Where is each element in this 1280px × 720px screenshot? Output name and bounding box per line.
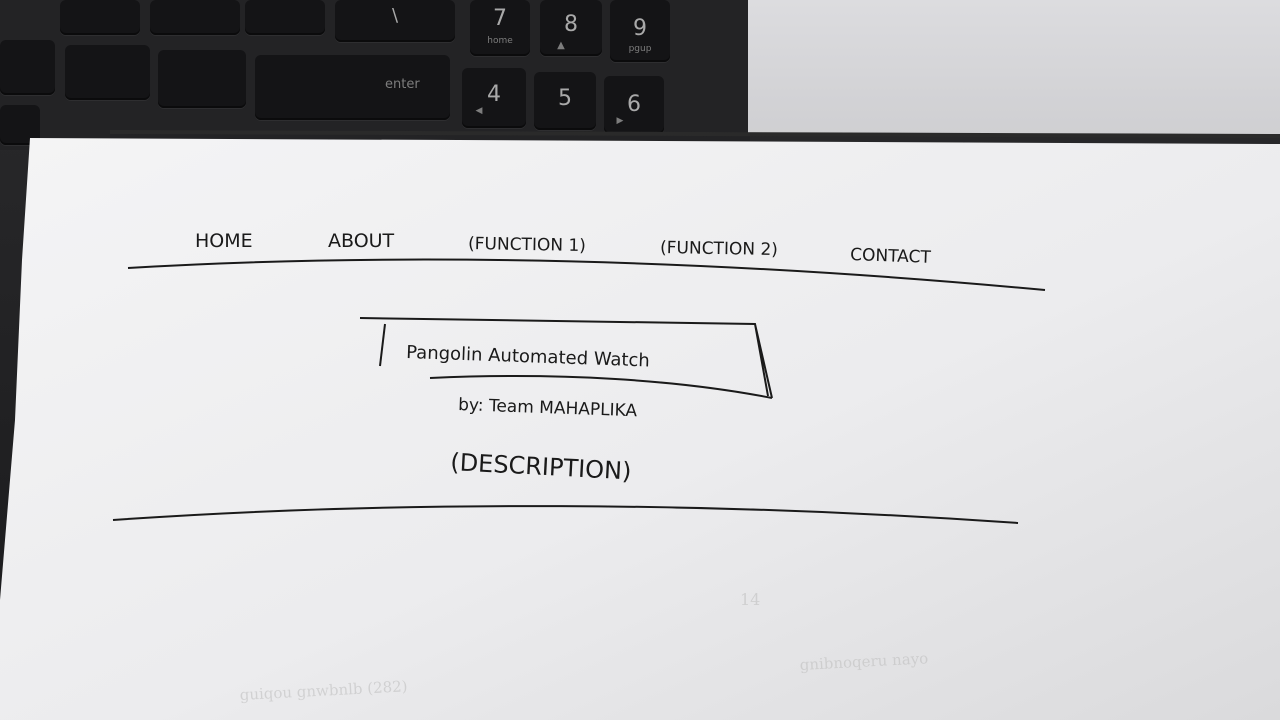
sketch-title: Pangolin Automated Watch (405, 342, 651, 372)
key-label: 8 (564, 12, 578, 37)
key-sublabel: ▶ (616, 116, 624, 126)
show-through-text: 14 (740, 590, 761, 609)
nav-about: ABOUT (328, 230, 395, 252)
show-through-text: gnibnoqeru nayo (799, 649, 929, 674)
key-label: 7 (493, 6, 507, 31)
nav-function-2: (FUNCTION 2) (659, 238, 779, 261)
paper-surface (0, 138, 1280, 720)
nav-function-1: (FUNCTION 1) (467, 234, 587, 257)
nav-contact: CONTACT (849, 245, 932, 268)
key-label: 5 (558, 86, 572, 111)
key-label: 9 (633, 16, 647, 41)
key-sublabel: pgup (628, 44, 652, 54)
key-label: \ (391, 5, 399, 26)
sketch-byline: by: Team MAHAPLIKA (457, 395, 638, 422)
sketch-description: (DESCRIPTION) (449, 448, 633, 486)
key-sublabel: home (487, 36, 513, 46)
key-sublabel: enter (385, 77, 420, 92)
nav-home: HOME (195, 230, 253, 252)
paper-top-edge (110, 132, 1280, 136)
key-label: 4 (487, 82, 501, 107)
show-through-text: guiqou gnwbnlb (282) (239, 677, 408, 704)
key-sublabel: ◀ (475, 106, 483, 116)
key-label: 6 (627, 92, 641, 117)
key-sublabel: ▲ (557, 40, 565, 51)
